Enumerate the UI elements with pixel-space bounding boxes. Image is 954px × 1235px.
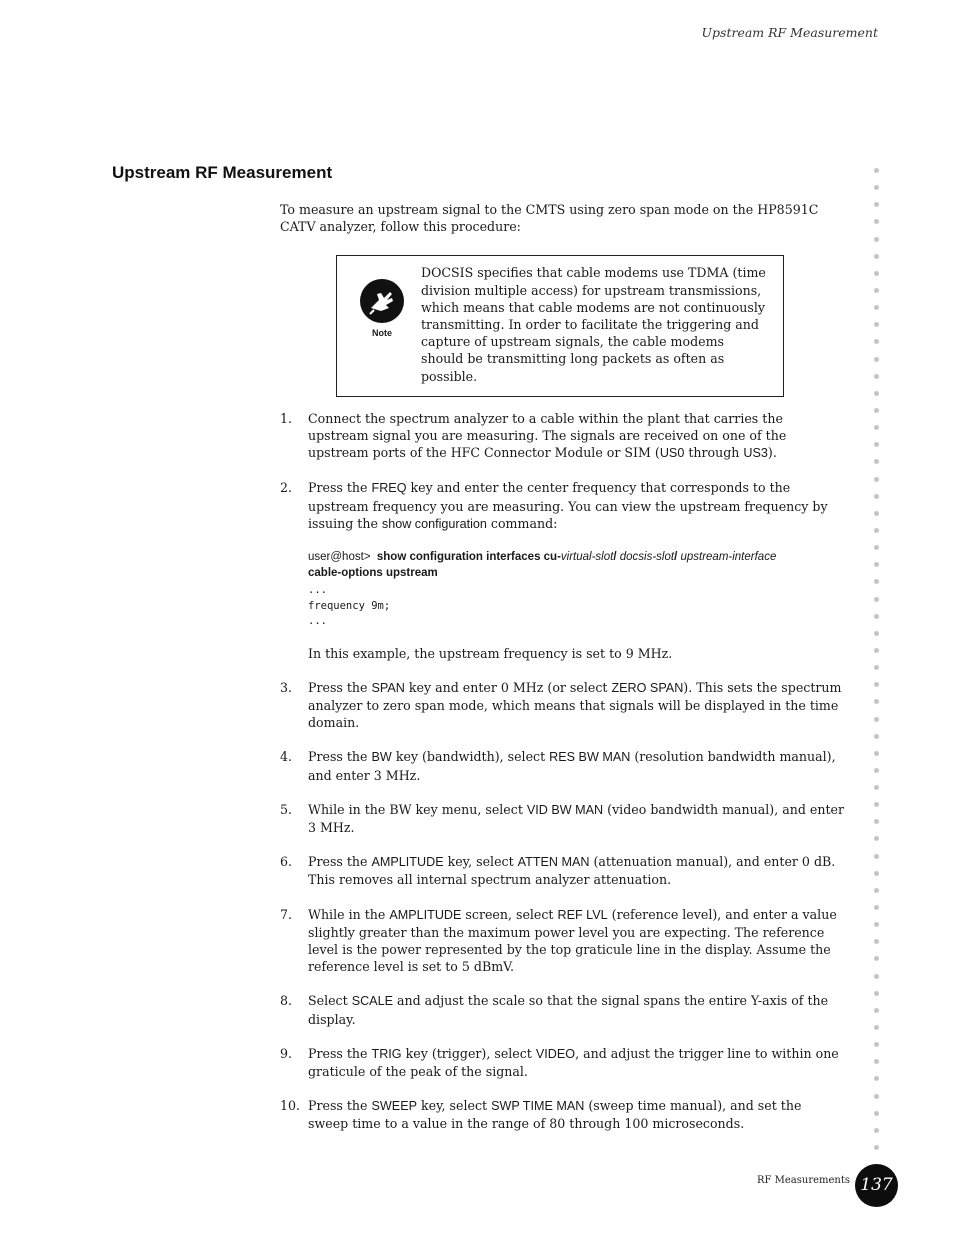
step-number: 6. <box>280 854 293 870</box>
margin-dot <box>874 751 879 756</box>
margin-dot <box>874 956 879 961</box>
step-text: (video bandwidth manual), and enter 3 MHz. <box>308 801 845 835</box>
step-number: 7. <box>280 906 293 922</box>
procedure-steps <box>280 410 845 1133</box>
page-number-badge: 137 <box>855 1164 898 1207</box>
margin-dot <box>874 511 879 516</box>
margin-dot <box>874 1145 879 1150</box>
key-label: BW <box>371 750 392 765</box>
key-label: AMPLITUDE <box>371 855 444 870</box>
key-label: TRIG <box>371 1046 402 1061</box>
step-number: 9. <box>280 1045 293 1061</box>
step-2 <box>280 479 845 661</box>
step-text: key and enter the center frequency that corresponds to the upstream frequency you are measuring. You can view the upstream frequency by issuing the <box>308 480 828 531</box>
cli-variable: upstream-interface <box>680 551 777 564</box>
step-text: screen, select <box>461 906 558 922</box>
margin-dot <box>874 408 879 413</box>
cli-keyword: show configuration interfaces cu- <box>376 551 561 564</box>
step-9 <box>280 1045 845 1080</box>
key-label: VIDEO <box>535 1046 576 1061</box>
margin-dot <box>874 579 879 584</box>
step-number: 1. <box>280 410 293 426</box>
margin-dot <box>874 768 879 773</box>
margin-dot <box>874 459 879 464</box>
margin-dot <box>874 1094 879 1099</box>
margin-dot <box>874 339 879 344</box>
cli-variable: docsis-slot <box>619 551 675 564</box>
step-text: command: <box>486 515 558 531</box>
margin-dot <box>874 391 879 396</box>
margin-dot <box>874 562 879 567</box>
main-content <box>280 201 845 1150</box>
margin-dot <box>874 271 879 276</box>
step-number: 3. <box>280 679 293 695</box>
margin-dot <box>874 597 879 602</box>
margin-dot <box>874 819 879 824</box>
margin-dot <box>874 1128 879 1133</box>
margin-dot <box>874 545 879 550</box>
margin-dot <box>874 922 879 927</box>
key-label: FREQ <box>371 481 407 496</box>
margin-dot <box>874 648 879 653</box>
step-number: 8. <box>280 993 293 1009</box>
margin-dot <box>874 631 879 636</box>
step-text: Press the <box>308 1098 372 1114</box>
margin-dot <box>874 854 879 859</box>
margin-dot <box>874 1025 879 1030</box>
step-text: and adjust the scale so that the signal spans the entire Y-axis of the display. <box>308 993 829 1027</box>
step-text: ). <box>767 445 777 461</box>
margin-dot <box>874 939 879 944</box>
margin-dot <box>874 322 879 327</box>
key-label: VID BW MAN <box>526 802 604 817</box>
step-text: Select <box>308 993 352 1009</box>
step-number: 2. <box>280 480 293 496</box>
margin-dot <box>874 871 879 876</box>
note-text: DOCSIS specifies that cable modems use TDMA (time division multiple access) for upstream transmissions, which means that cable modems are not continuously transmitting. In order to facilitate the triggering and capture of upstream signals, the cable modems should be transmitting long packets as often as possible. <box>421 265 766 384</box>
step-text: through <box>684 445 744 461</box>
key-label: ATTEN MAN <box>517 855 590 870</box>
margin-dot-rule <box>874 168 880 1162</box>
margin-dot <box>874 254 879 259</box>
step-3 <box>280 679 845 732</box>
margin-dot <box>874 802 879 807</box>
step-number: 4. <box>280 749 293 765</box>
step-text: Press the <box>308 480 372 496</box>
margin-dot <box>874 528 879 533</box>
margin-dot <box>874 699 879 704</box>
step-4 <box>280 748 845 783</box>
step-5 <box>280 801 845 836</box>
key-label: US0 <box>659 446 685 461</box>
running-head: Upstream RF Measurement <box>701 25 878 40</box>
step-1 <box>280 410 845 463</box>
step-10 <box>280 1097 845 1132</box>
step-6 <box>280 853 845 888</box>
margin-dot <box>874 1076 879 1081</box>
cli-keyword: cable-options upstream <box>308 566 438 579</box>
margin-dot <box>874 425 879 430</box>
note-caption: Note <box>372 328 392 339</box>
step-text: (reference level), and enter a value slightly greater than the maximum power level you are expecting. The reference level is the power represented by the top graticule line in the display. Assume the reference level is set to 5 dBmV. <box>308 906 837 975</box>
margin-dot <box>874 991 879 996</box>
step-text: key (bandwidth), select <box>391 749 550 765</box>
margin-dot <box>874 237 879 242</box>
note-icon-wrap <box>359 278 405 342</box>
margin-dot <box>874 1111 879 1116</box>
margin-dot <box>874 836 879 841</box>
step-text: ). This sets the spectrum analyzer to zero span mode, which means that signals will be displayed in the time domain. <box>308 679 842 731</box>
key-label: SPAN <box>371 680 405 695</box>
margin-dot <box>874 1042 879 1047</box>
step-text: Press the <box>308 679 372 695</box>
command-name: show configuration <box>381 516 487 531</box>
margin-dot <box>874 202 879 207</box>
step-number: 5. <box>280 801 293 817</box>
key-label: SWP TIME MAN <box>491 1099 585 1114</box>
margin-dot <box>874 614 879 619</box>
step-text: Press the <box>308 749 372 765</box>
step-number: 10. <box>280 1098 301 1114</box>
margin-dot <box>874 374 879 379</box>
cli-variable: virtual-slot <box>560 551 614 564</box>
key-label: ZERO SPAN <box>611 680 684 695</box>
margin-dot <box>874 477 879 482</box>
footer-chapter-label: RF Measurements <box>757 1175 851 1186</box>
example-note: In this example, the upstream frequency is set to 9 MHz. <box>308 645 673 661</box>
key-label: REF LVL <box>557 907 608 922</box>
intro-paragraph: To measure an upstream signal to the CMTS using zero span mode on the HP8591C CATV analyzer, follow this procedure: <box>280 202 819 235</box>
step-text: Press the <box>308 1045 372 1061</box>
step-8 <box>280 992 845 1027</box>
cli-separator: / <box>613 551 617 564</box>
cli-separator: / <box>674 551 678 564</box>
margin-dot <box>874 1059 879 1064</box>
margin-dot <box>874 288 879 293</box>
key-label: SCALE <box>351 994 393 1009</box>
cli-output: ... frequency 9m; ... <box>308 584 391 628</box>
margin-dot <box>874 219 879 224</box>
section-title: Upstream RF Measurement <box>112 163 333 182</box>
margin-dot <box>874 185 879 190</box>
step-text: , and adjust the trigger line to within one graticule of the peak of the signal. <box>308 1045 839 1079</box>
key-label: SWEEP <box>371 1099 418 1114</box>
step-text: key (trigger), select <box>401 1045 536 1061</box>
step-text: (attenuation manual), and enter 0 dB. This removes all internal spectrum analyzer attenuation. <box>308 854 836 888</box>
margin-dot <box>874 494 879 499</box>
margin-dot <box>874 682 879 687</box>
step-text: (resolution bandwidth manual), and enter 3 MHz. <box>308 749 836 783</box>
hand-note-icon <box>359 278 405 324</box>
step-text: key, select <box>417 1098 492 1114</box>
key-label: US3 <box>743 446 768 461</box>
margin-dot <box>874 734 879 739</box>
cli-command <box>308 550 845 581</box>
margin-dot <box>874 357 879 362</box>
step-text: key and enter 0 MHz (or select <box>404 679 612 695</box>
step-text: (sweep time manual), and set the sweep time to a value in the range of 80 through 100 microseconds. <box>308 1098 802 1132</box>
margin-dot <box>874 305 879 310</box>
note-box <box>336 255 784 396</box>
margin-dot <box>874 717 879 722</box>
margin-dot <box>874 1008 879 1013</box>
margin-dot <box>874 785 879 790</box>
key-label: AMPLITUDE <box>389 907 462 922</box>
step-text: While in the <box>308 906 390 922</box>
cli-prompt: user@host> <box>308 551 371 564</box>
margin-dot <box>874 888 879 893</box>
step-text: key, select <box>443 854 518 870</box>
step-7 <box>280 906 845 976</box>
margin-dot <box>874 665 879 670</box>
margin-dot <box>874 168 879 173</box>
key-label: RES BW MAN <box>549 750 631 765</box>
step-text: Press the <box>308 854 372 870</box>
step-text: Connect the spectrum analyzer to a cable within the plant that carries the upstream signal you are measuring. The signals are received on one of the upstream ports of the HFC Connector Module or SIM ( <box>308 410 787 461</box>
margin-dot <box>874 442 879 447</box>
margin-dot <box>874 905 879 910</box>
margin-dot <box>874 974 879 979</box>
step-text: While in the BW key menu, select <box>308 801 527 817</box>
